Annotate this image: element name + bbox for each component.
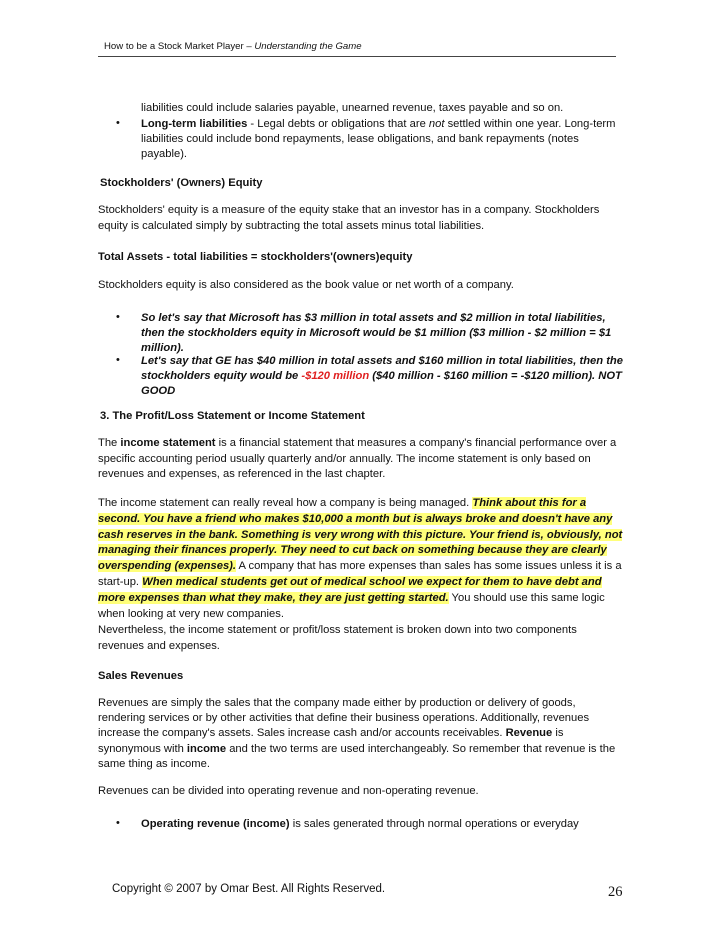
liabilities-continued: liabilities could include salaries payable, unearned revenue, taxes payable and so on. xyxy=(141,102,564,114)
sales-heading: Sales Revenues xyxy=(98,670,184,682)
page-number: 26 xyxy=(608,884,623,900)
sales-paragraph-2: Revenues can be divided into operating revenue and non-operating revenue. xyxy=(98,785,479,797)
negative-equity-value: -$120 million xyxy=(301,370,370,382)
long-term-liabilities-item: Long-term liabilities - Legal debts or obligations that are not settled within one year. Long-term liabilities could include bond repayments, lease obligations, and bank repayments (notes payable). xyxy=(141,118,616,160)
highlight-medical-students: When medical students get out of medical school we expect for them to have debt and more expenses than what they make, they are just getting started. xyxy=(98,575,602,604)
income-paragraph-1: The income statement is a financial statement that measures a company's financial performance over a specific accounting period usually quarterly and/or annually. The income statement is only based on revenues and expenses, as referenced in the last chapter. xyxy=(98,437,617,480)
income-paragraph-2: The income statement can really reveal how a company is being managed. Think about this for a second. You have a friend who makes $10,000 a month but is always broke and doesn't have any cash reserves in the bank. Something is very wrong with this picture. Your friend is, obviously, not managing their finances properly. They need to cut back on something because they are clearly overspending (expenses). A company that has more expenses than sales has some issues unless it is a start-up. When medical students get out of medical school we expect for them to have debt and more expenses than what they make, they are just getting started. You should use this same logic when looking at very new companies. xyxy=(98,497,623,620)
header-title: How to be a Stock Market Player – xyxy=(104,41,255,52)
ge-example: Let's say that GE has $40 million in total assets and $160 million in total liabilities, then the stockholders equity would be -$120 million ($40 million - $160 million = -$120 million). NOT GOOD xyxy=(141,355,623,397)
equity-formula: Total Assets - total liabilities = stockholders'(owners)equity xyxy=(98,251,413,263)
operating-revenue-item: Operating revenue (income) is sales generated through normal operations or everyday xyxy=(141,818,579,830)
running-header xyxy=(104,41,362,52)
sales-paragraph-1: Revenues are simply the sales that the company made either by production or delivery of goods, rendering services or by other activities that define their business operations. Additionally, revenues increase the company's assets. Sales increase cash and/or accounts receivables. Revenue is synonymous with income and the two terms are used interchangeably. So remember that revenue is the same thing as income. xyxy=(98,697,616,770)
income-heading: 3. The Profit/Loss Statement or Income Statement xyxy=(100,410,365,422)
copyright-footer: Copyright © 2007 by Omar Best. All Rights Reserved. xyxy=(112,883,386,895)
header-rule xyxy=(98,56,616,57)
equity-paragraph-1: Stockholders' equity is a measure of the equity stake that an investor has in a company. Stockholders equity is calculated simply by subtracting the total assets minus total liabilities. xyxy=(98,204,600,232)
bullet-icon: • xyxy=(116,817,120,829)
equity-heading: Stockholders' (Owners) Equity xyxy=(100,177,263,189)
bullet-icon: • xyxy=(116,354,120,366)
header-subtitle: Understanding the Game xyxy=(254,41,362,52)
highlight-friend-analogy: Think about this for a second. You have a friend who makes $10,000 a month but is always broke and doesn't have any cash reserves in the bank. Something is very wrong with this picture. Your friend is, obviously, not managing their finances properly. They need to cut back on something because they are clearly overspending (expenses). xyxy=(98,497,623,573)
income-paragraph-3: Nevertheless, the income statement or profit/loss statement is broken down into two components revenues and expenses. xyxy=(98,624,577,652)
bullet-icon: • xyxy=(116,117,120,129)
bullet-icon: • xyxy=(116,311,120,323)
microsoft-example: So let's say that Microsoft has $3 million in total assets and $2 million in total liabilities, then the stockholders equity in Microsoft would be $1 million ($3 million - $2 million = $1 million). xyxy=(141,312,612,354)
equity-paragraph-2: Stockholders equity is also considered as the book value or net worth of a company. xyxy=(98,279,514,291)
